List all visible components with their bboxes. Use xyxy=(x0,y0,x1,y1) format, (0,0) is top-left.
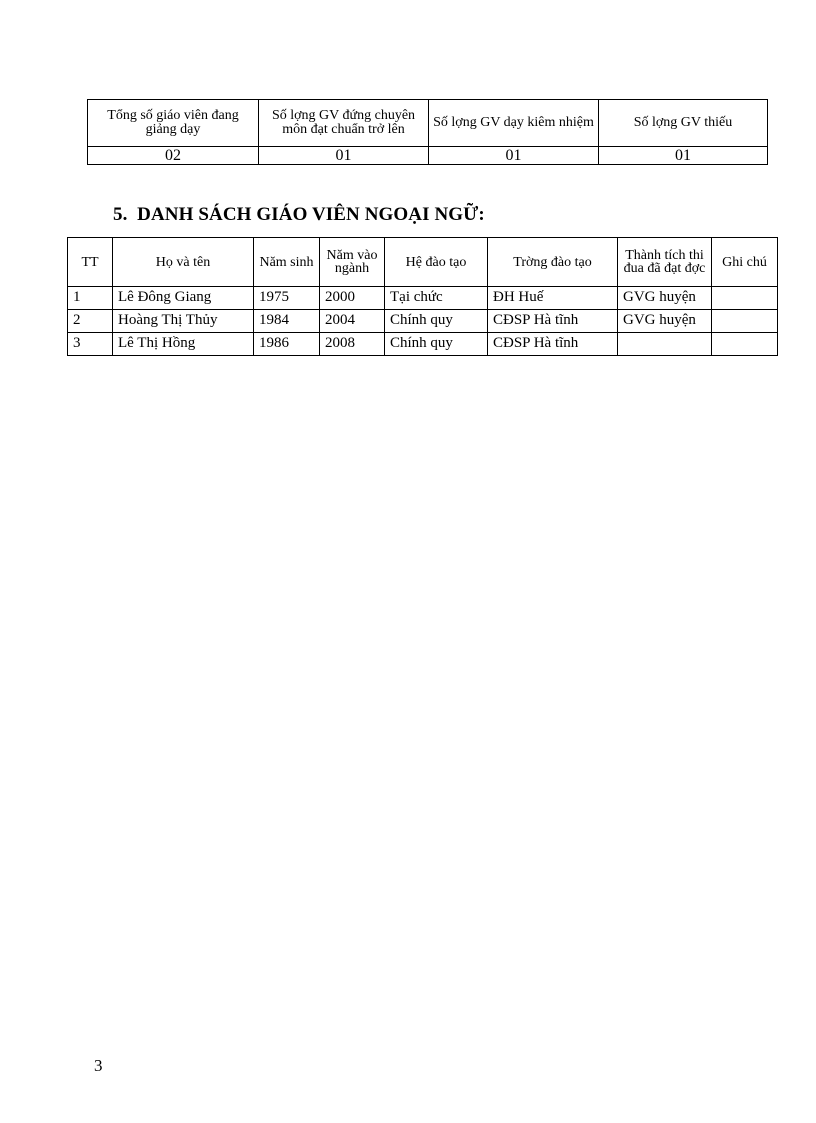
cell-achievements xyxy=(618,333,712,356)
header-start-year: Năm vào ngành xyxy=(320,238,385,287)
cell-birth-year: 1984 xyxy=(254,310,320,333)
section-heading xyxy=(113,204,485,226)
cell-start-year: 2000 xyxy=(320,287,385,310)
summary-header-row xyxy=(88,100,768,147)
cell-training-school: CĐSP Hà tĩnh xyxy=(488,333,618,356)
cell-birth-year: 1986 xyxy=(254,333,320,356)
cell-tt: 1 xyxy=(68,287,113,310)
cell-training-type: Chính quy xyxy=(385,333,488,356)
cell-training-school: ĐH Huế xyxy=(488,287,618,310)
cell-training-type: Chính quy xyxy=(385,310,488,333)
header-birth-year: Năm sinh xyxy=(254,238,320,287)
cell-training-school: CĐSP Hà tĩnh xyxy=(488,310,618,333)
cell-notes xyxy=(712,310,778,333)
cell-training-type: Tại chức xyxy=(385,287,488,310)
cell-full-name: Lê Đông Giang xyxy=(113,287,254,310)
teacher-summary-table xyxy=(87,99,768,165)
summary-value-qualified: 01 xyxy=(259,147,429,165)
table-row xyxy=(68,310,778,333)
table-row xyxy=(68,287,778,310)
header-training-school: Trờng đào tạo xyxy=(488,238,618,287)
cell-achievements: GVG huyện xyxy=(618,310,712,333)
cell-achievements: GVG huyện xyxy=(618,287,712,310)
header-tt: TT xyxy=(68,238,113,287)
summary-header-concurrent: Số lợng GV dạy kiêm nhiệm xyxy=(429,100,599,147)
header-full-name: Họ và tên xyxy=(113,238,254,287)
cell-notes xyxy=(712,287,778,310)
foreign-language-teacher-table xyxy=(67,237,778,356)
summary-header-shortage: Số lợng GV thiếu xyxy=(599,100,768,147)
summary-value-total: 02 xyxy=(88,147,259,165)
cell-tt: 3 xyxy=(68,333,113,356)
summary-header-qualified: Số lợng GV đứng chuyên môn đạt chuẩn trở lên xyxy=(259,100,429,147)
table-row xyxy=(68,333,778,356)
summary-value-row xyxy=(88,147,768,165)
summary-header-total: Tổng số giáo viên đang giảng dạy xyxy=(88,100,259,147)
header-notes: Ghi chú xyxy=(712,238,778,287)
header-training-type: Hệ đào tạo xyxy=(385,238,488,287)
cell-start-year: 2004 xyxy=(320,310,385,333)
section-number: 5. xyxy=(113,204,128,225)
cell-full-name: Hoàng Thị Thủy xyxy=(113,310,254,333)
header-achievements: Thành tích thi đua đã đạt đợc xyxy=(618,238,712,287)
cell-notes xyxy=(712,333,778,356)
cell-tt: 2 xyxy=(68,310,113,333)
summary-value-concurrent: 01 xyxy=(429,147,599,165)
cell-full-name: Lê Thị Hồng xyxy=(113,333,254,356)
summary-value-shortage: 01 xyxy=(599,147,768,165)
cell-start-year: 2008 xyxy=(320,333,385,356)
page-number: 3 xyxy=(94,1056,103,1075)
section-title: DANH SÁCH GIÁO VIÊN NGOẠI NGỮ: xyxy=(137,204,485,225)
teacher-header-row xyxy=(68,238,778,287)
cell-birth-year: 1975 xyxy=(254,287,320,310)
